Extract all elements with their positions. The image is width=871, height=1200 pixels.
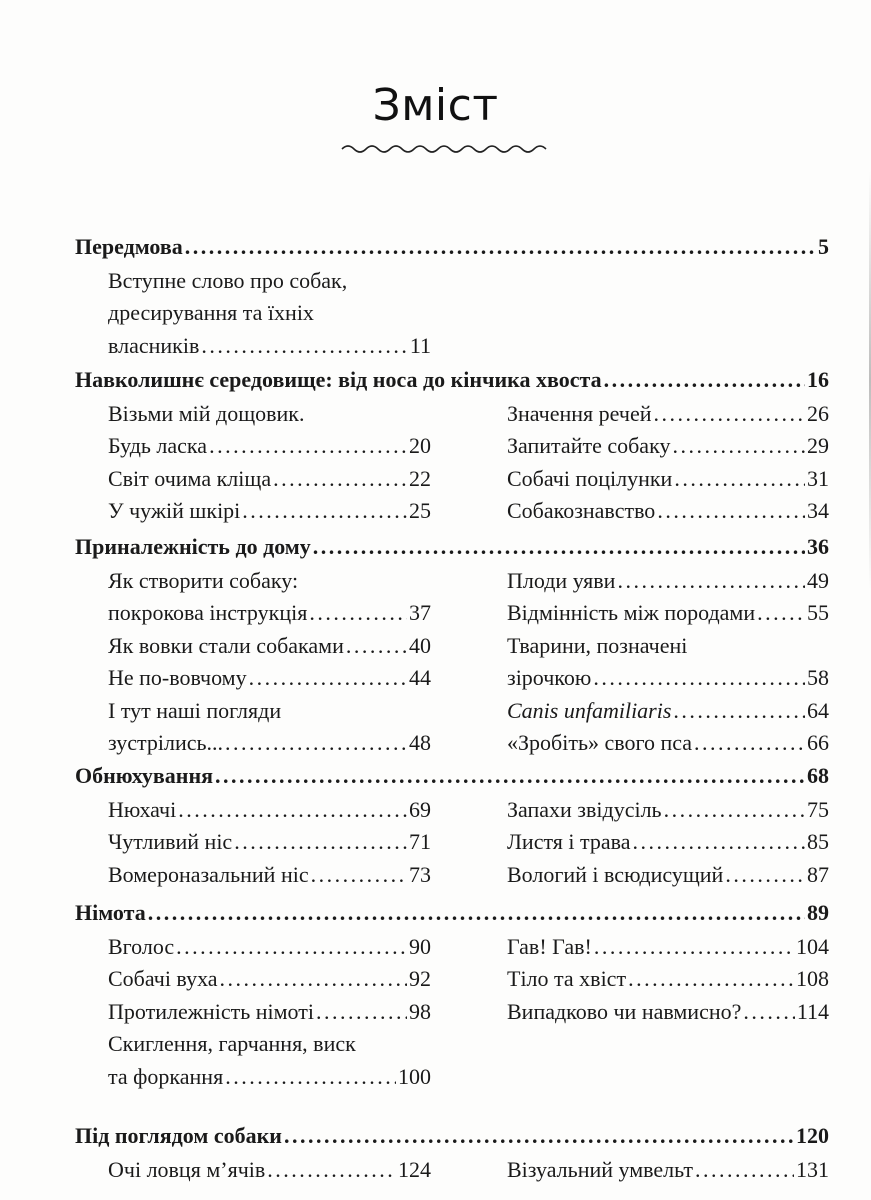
dot-leader <box>633 826 805 858</box>
toc-entry-label: Плоди уяви <box>507 567 616 593</box>
toc-section-label: Приналежність до дому <box>75 534 311 559</box>
dot-leader <box>694 727 805 759</box>
toc-entry[interactable] <box>507 794 829 826</box>
dot-leader <box>225 727 407 759</box>
toc-entry-page-number: 25 <box>409 498 431 523</box>
dot-leader <box>284 1120 794 1152</box>
toc-entry[interactable] <box>507 495 829 527</box>
toc-entry[interactable] <box>507 662 829 694</box>
toc-entry-page-number: 92 <box>409 966 431 991</box>
dot-leader <box>176 931 407 963</box>
toc-entry-page-number: 48 <box>409 730 431 755</box>
toc-entry-page-number: 87 <box>807 861 829 887</box>
toc-entry-page-number: 114 <box>796 998 829 1024</box>
toc-section-label: Німота <box>75 900 146 925</box>
toc-entry-label: Будь ласка <box>108 433 208 458</box>
dot-leader <box>267 1154 396 1186</box>
dot-leader <box>604 364 805 396</box>
toc-entry-label: Собачі вуха <box>108 966 218 991</box>
toc-entry-page-number: 31 <box>807 465 829 491</box>
dot-leader <box>309 597 407 629</box>
toc-entry[interactable] <box>108 430 431 462</box>
toc-entry[interactable] <box>108 597 431 629</box>
toc-entry-page-number: 104 <box>796 933 829 959</box>
toc-section-page-number: 120 <box>796 1123 829 1148</box>
toc-entry-label: Відмінність між породами <box>507 600 756 625</box>
dot-leader <box>316 996 407 1028</box>
toc-entry-page-number: 26 <box>807 400 829 426</box>
toc-entry-label: Значення речей <box>507 400 652 426</box>
toc-entry-page-number: 44 <box>409 665 431 690</box>
toc-entry[interactable] <box>507 597 829 629</box>
toc-section-page-number: 89 <box>807 900 829 925</box>
toc-entry[interactable] <box>108 826 431 858</box>
toc-entry[interactable] <box>108 727 431 759</box>
toc-section-page-number: 5 <box>818 234 829 259</box>
dot-leader <box>346 630 407 662</box>
toc-entry[interactable] <box>507 565 829 597</box>
toc-section-label: Передмова <box>75 234 183 259</box>
dot-leader <box>695 1154 794 1186</box>
toc-entry-page-number: 98 <box>409 998 431 1024</box>
toc-entry[interactable] <box>108 495 431 527</box>
toc-entry-line: І тут наші погляди <box>108 697 282 723</box>
dot-leader <box>674 463 805 495</box>
toc-entry-page-number: 55 <box>807 600 829 625</box>
toc-entry-page-number: 22 <box>409 465 431 491</box>
toc-entry-page-number: 66 <box>807 730 829 755</box>
toc-entry-page-number: 73 <box>409 861 431 887</box>
toc-entry-label: Собакознавство <box>507 498 656 523</box>
toc-entry[interactable] <box>507 826 829 858</box>
toc-entry-label: Вологий і всюдисущий <box>507 861 724 887</box>
toc-entry-label: покрокова інструкція <box>108 600 308 625</box>
dot-leader <box>234 826 407 858</box>
toc-section[interactable] <box>75 760 829 792</box>
toc-entry[interactable] <box>108 463 431 495</box>
dot-leader <box>249 662 407 694</box>
toc-entry-label: Canis unfamiliaris <box>507 697 672 723</box>
dot-leader <box>148 897 805 929</box>
toc-section-page-number: 36 <box>807 534 829 559</box>
toc-entry[interactable] <box>108 859 431 891</box>
toc-entry[interactable] <box>507 859 829 891</box>
dot-leader <box>311 859 407 891</box>
dot-leader <box>657 495 805 527</box>
toc-entry-page-number: 34 <box>807 498 829 523</box>
toc-entry-page-number: 124 <box>398 1156 431 1182</box>
dot-leader <box>242 495 407 527</box>
toc-entry-page-number: 37 <box>409 600 431 625</box>
toc-section-label: Під поглядом собаки <box>75 1123 282 1148</box>
toc-entry[interactable] <box>507 1154 829 1186</box>
toc-entry-label: Нюхачі <box>108 796 177 822</box>
toc-entry[interactable] <box>108 330 431 362</box>
dot-leader <box>743 996 794 1028</box>
toc-entry[interactable] <box>108 662 431 694</box>
dot-leader <box>593 662 805 694</box>
toc-entry-label: У чужій шкірі <box>108 498 241 523</box>
toc-entry-label: Гав! Гав! <box>507 933 592 959</box>
toc-entry-label: Вомероназальний ніс <box>108 861 309 887</box>
dot-leader <box>725 859 805 891</box>
toc-entry-page-number: 90 <box>409 933 431 959</box>
dot-leader <box>628 963 794 995</box>
toc-entry[interactable] <box>108 630 431 662</box>
dot-leader <box>185 231 816 263</box>
toc-section[interactable] <box>75 364 829 396</box>
toc-entry-label: зустрілись... <box>108 730 224 755</box>
page-title: Зміст <box>372 80 499 131</box>
toc-entry-label: Собачі поцілунки <box>507 465 673 491</box>
dot-leader <box>215 760 805 792</box>
toc-section[interactable] <box>75 231 829 263</box>
toc-entry-page-number: 85 <box>807 829 829 854</box>
toc-entry-label: Випадково чи навмисно? <box>507 998 742 1024</box>
toc-entry-label: Світ очима кліща <box>108 465 272 491</box>
dot-leader <box>201 330 407 362</box>
dot-leader <box>654 398 806 430</box>
dot-leader <box>594 931 794 963</box>
dot-leader <box>673 695 805 727</box>
toc-entry-page-number: 11 <box>409 332 431 358</box>
toc-entry[interactable] <box>108 794 431 826</box>
dot-leader <box>664 794 805 826</box>
toc-entry-label: Протилежність німоті <box>108 998 314 1024</box>
toc-entry-label: Вголос <box>108 933 175 959</box>
dot-leader <box>209 430 407 462</box>
toc-entry-label: зірочкою <box>507 665 592 690</box>
toc-entry-line: Візьми мій дощовик. <box>108 400 305 426</box>
toc-entry[interactable] <box>507 963 829 995</box>
toc-entry[interactable] <box>507 695 829 727</box>
toc-entry-page-number: 75 <box>807 796 829 822</box>
dot-leader <box>672 430 805 462</box>
wave-ornament-divider <box>340 140 552 156</box>
toc-entry[interactable] <box>108 963 431 995</box>
toc-entry-page-number: 100 <box>398 1063 431 1089</box>
toc-entry-page-number: 58 <box>807 665 829 690</box>
toc-section-page-number: 68 <box>807 763 829 788</box>
toc-entry-line: Як створити собаку: <box>108 567 299 593</box>
toc-entry[interactable] <box>507 398 829 430</box>
toc-entry-page-number: 29 <box>807 433 829 458</box>
toc-entry-label: та форкання <box>108 1063 224 1089</box>
toc-entry-label: Запахи звідусіль <box>507 796 662 822</box>
toc-entry-label: Чутливий ніс <box>108 829 233 854</box>
toc-entry-line: Скиглення, гарчання, виск <box>108 1031 356 1056</box>
dot-leader <box>313 531 805 563</box>
toc-entry[interactable] <box>507 463 829 495</box>
dot-leader <box>757 597 805 629</box>
toc-entry[interactable] <box>108 1061 431 1093</box>
toc-entry-page-number: 131 <box>796 1156 829 1182</box>
dot-leader <box>220 963 407 995</box>
toc-entry-label: Запитайте собаку <box>507 433 671 458</box>
toc-section-page-number: 16 <box>807 367 829 392</box>
toc-entry-label: Очі ловця м’ячів <box>108 1156 266 1182</box>
toc-entry[interactable] <box>507 931 829 963</box>
dot-leader <box>225 1061 396 1093</box>
toc-entry[interactable] <box>507 727 829 759</box>
dot-leader <box>273 463 407 495</box>
toc-entry-label: Не по-вовчому <box>108 665 247 690</box>
toc-entry[interactable] <box>108 1154 431 1186</box>
toc-entry-page-number: 64 <box>807 697 829 723</box>
toc-entry-label: Тіло та хвіст <box>507 966 627 991</box>
toc-entry-line: дресирування та їхніх <box>108 300 314 325</box>
toc-entry-page-number: 20 <box>409 433 431 458</box>
toc-entry-label: Листя і трава <box>507 829 631 854</box>
toc-entry-line: Тварини, позначені <box>507 632 688 658</box>
toc-entry-line: Вступне слово про собак, <box>108 267 348 293</box>
toc-entry-label: власників <box>108 332 200 358</box>
toc-entry[interactable] <box>507 996 829 1028</box>
toc-entry-label: «Зробіть» свого пса <box>507 730 693 755</box>
toc-section[interactable] <box>75 1120 829 1152</box>
toc-entry[interactable] <box>507 430 829 462</box>
toc-entry-page-number: 49 <box>807 567 829 593</box>
toc-section[interactable] <box>75 897 829 929</box>
toc-entry[interactable] <box>108 931 431 963</box>
toc-entry-label: Візуальний умвельт <box>507 1156 693 1182</box>
toc-entry-page-number: 108 <box>796 966 829 991</box>
toc-section-label: Навколишнє середовище: від носа до кінчика хвоста <box>75 367 602 392</box>
toc-entry-page-number: 69 <box>409 796 431 822</box>
dot-leader <box>178 794 407 826</box>
toc-section[interactable] <box>75 531 829 563</box>
toc-entry-page-number: 40 <box>409 632 431 658</box>
dot-leader <box>617 565 805 597</box>
toc-entry-label: Як вовки стали собаками <box>108 632 344 658</box>
toc-entry[interactable] <box>108 996 431 1028</box>
toc-entry-page-number: 71 <box>409 829 431 854</box>
toc-section-label: Обнюхування <box>75 763 214 788</box>
